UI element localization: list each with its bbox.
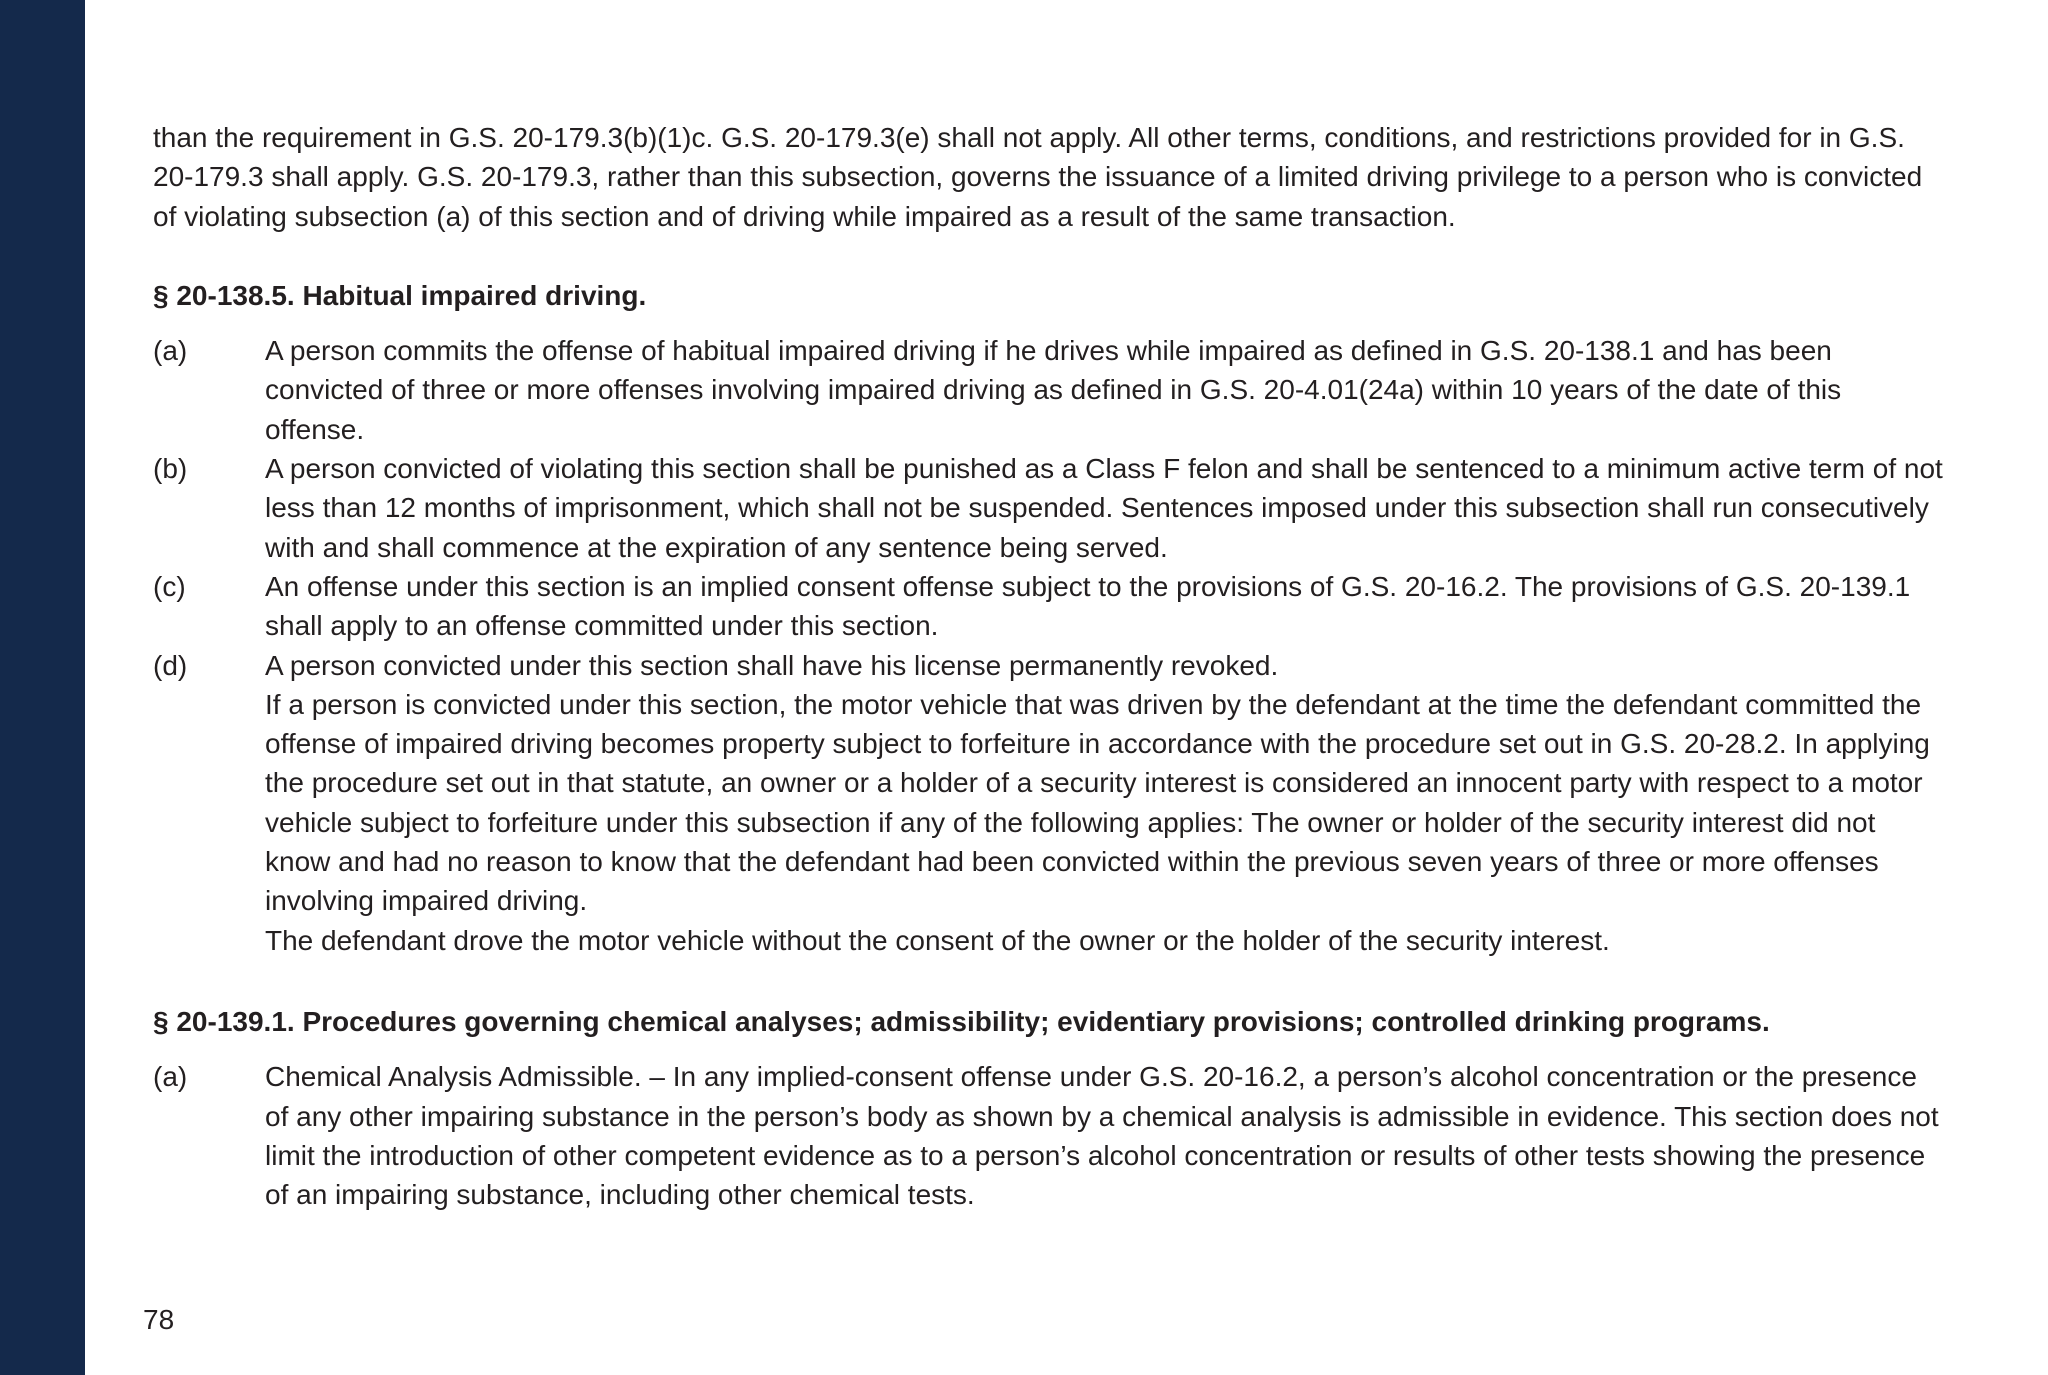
item-text: A person commits the offense of habitual impaired driving if he drives while impaired as defined in G.S. 20-138.1 and has been convicted of three or more offenses involving impaired driving as defined in G.S. 20-4.01(24a) within 10 years of the date of this offense. xyxy=(265,335,1842,445)
list-item xyxy=(153,646,1943,685)
item-label xyxy=(153,921,265,960)
item-label: (b) xyxy=(153,453,188,485)
section-20-138-5-list xyxy=(153,331,1943,960)
item-label: (a) xyxy=(153,335,188,367)
page-content xyxy=(153,118,1943,1214)
list-item xyxy=(153,685,1943,921)
item-label: (c) xyxy=(153,570,186,602)
item-label xyxy=(153,685,265,921)
item-text: If a person is convicted under this section, the motor vehicle that was driven by the defendant at the time the defendant committed the offense of impaired driving becomes property subject to forfeiture in accordance with the procedure set out in G.S. 20-28.2. In applying the procedure set out in that statute, an owner or a holder of a security interest is considered an innocent party with respect to a motor vehicle subject to forfeiture under this subsection if any of the following applies: The owner or holder of the security interest did not know and had no reason to know that the defendant had been convicted within the previous seven years of three or more offenses involving impaired driving. xyxy=(265,688,1930,917)
section-heading-20-138-5: § 20-138.5. Habitual impaired driving. xyxy=(153,279,647,311)
list-item xyxy=(153,567,1943,646)
item-label: (d) xyxy=(153,649,188,681)
list-item xyxy=(153,1057,1943,1214)
item-label: (a) xyxy=(153,1061,188,1093)
item-text: A person convicted of violating this section shall be punished as a Class F felon and shall be sentenced to a minimum active term of not less than 12 months of imprisonment, which shall not be suspended. Sentences imposed under this subsection shall run consecutively with and shall commence at the expiration of any sentence being served. xyxy=(265,453,1943,563)
item-text: Chemical Analysis Admissible. – In any implied-consent offense under G.S. 20-16.2, a person’s alcohol concentration or the presence of any other impairing substance in the person’s body as shown by a chemical analysis is admissible in evidence. This section does not limit the introduction of other competent evidence as to a person’s alcohol concentration or results of other tests showing the presence of an impairing substance, including other chemical tests. xyxy=(265,1061,1939,1211)
page-number: 78 xyxy=(143,1304,175,1335)
sidebar-band xyxy=(0,0,85,1375)
item-text: The defendant drove the motor vehicle without the consent of the owner or the holder of the security interest. xyxy=(265,924,1610,956)
section-20-139-1-list xyxy=(153,1057,1943,1214)
list-item xyxy=(153,331,1943,449)
item-text: A person convicted under this section shall have his license permanently revoked. xyxy=(265,649,1279,681)
list-item xyxy=(153,449,1943,567)
section-heading-20-139-1: § 20-139.1. Procedures governing chemical analyses; admissibility; evidentiary provisions; controlled drinking programs. xyxy=(153,1005,1770,1037)
list-item xyxy=(153,921,1943,960)
item-text: An offense under this section is an implied consent offense subject to the provisions of G.S. 20-16.2. The provisions of G.S. 20-139.1 shall apply to an offense committed under this section. xyxy=(265,570,1911,642)
intro-paragraph: than the requirement in G.S. 20-179.3(b)(1)c. G.S. 20-179.3(e) shall not apply. All other terms, conditions, and restrictions provided for in G.S. 20-179.3 shall apply. G.S. 20-179.3, rather than this subsection, governs the issuance of a limited driving privilege to a person who is convicted of violating subsection (a) of this section and of driving while impaired as a result of the same transaction. xyxy=(153,122,1923,232)
